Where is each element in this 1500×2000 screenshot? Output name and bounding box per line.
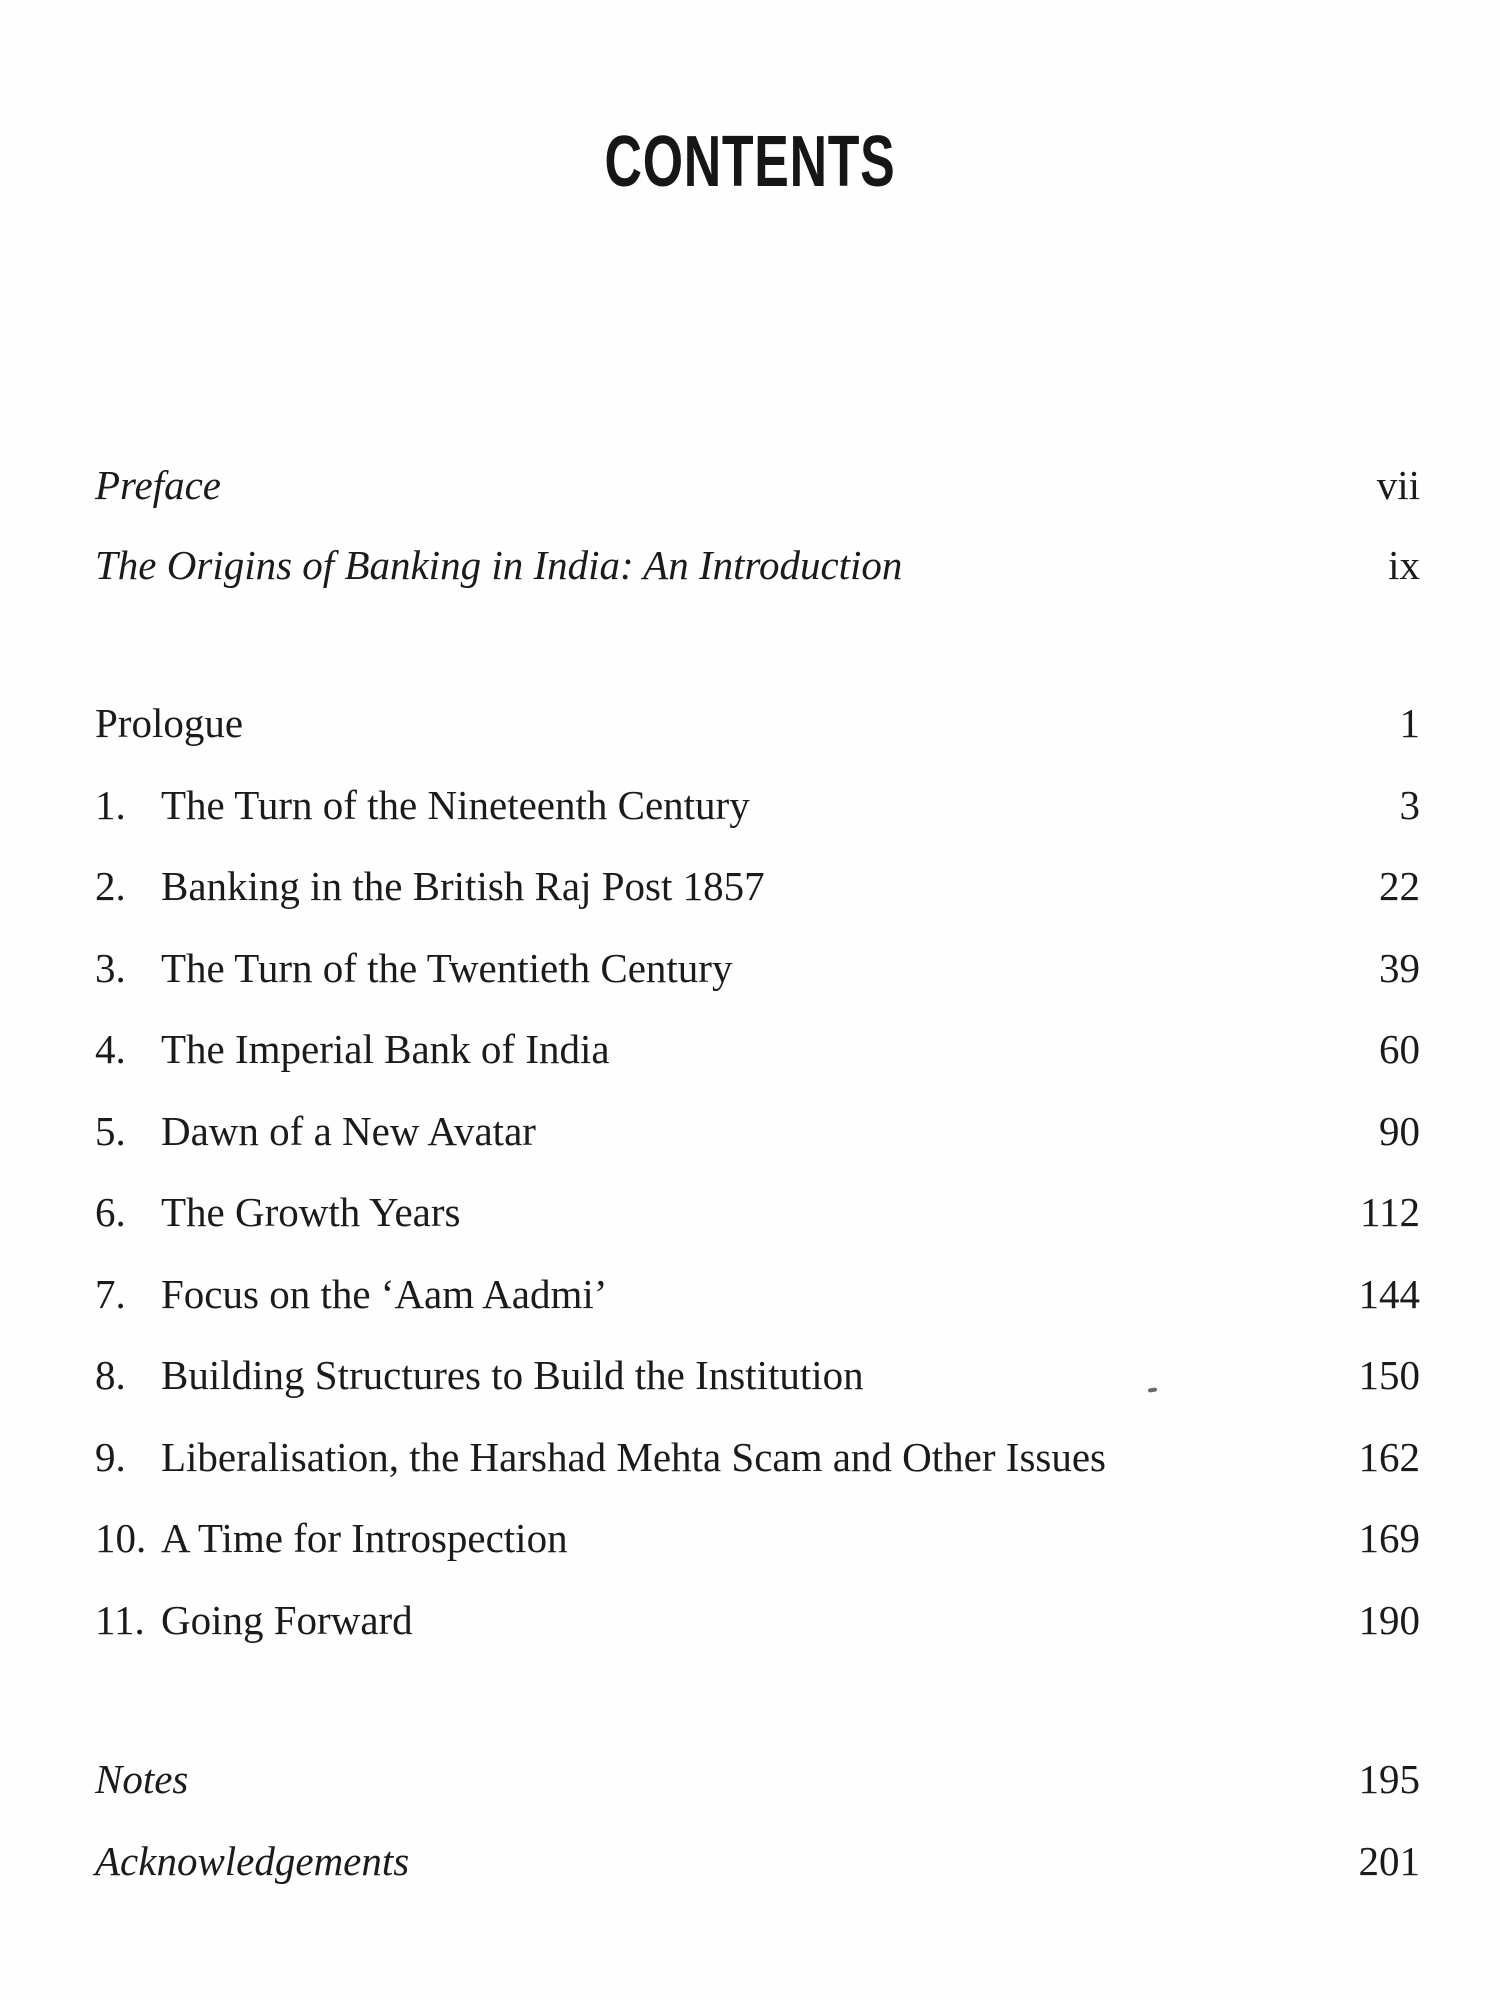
toc-entry-number: 11. xyxy=(95,1597,145,1643)
toc-entry-row xyxy=(95,698,1420,748)
toc-entry-number: 8. xyxy=(95,1352,126,1398)
toc-entry-number: 1. xyxy=(95,782,126,828)
toc-entry-row xyxy=(95,1432,1420,1482)
toc-entry-number: 3. xyxy=(95,945,126,991)
toc-entry-label: Dawn of a New Avatar xyxy=(161,1108,536,1154)
toc-entry-label: Acknowledgements xyxy=(95,1838,410,1884)
toc-entry-row xyxy=(95,861,1420,911)
toc-entry-number: 9. xyxy=(95,1434,126,1480)
toc-entry-label: The Turn of the Nineteenth Century xyxy=(161,782,750,828)
toc-back-matter-row xyxy=(95,1836,1420,1886)
toc-entry-number: 10. xyxy=(95,1515,147,1561)
toc-entry-row xyxy=(95,1024,1420,1074)
toc-entry-label: Preface xyxy=(95,462,221,508)
toc-entry-number: 2. xyxy=(95,863,126,909)
toc-entry-page: 60 xyxy=(1379,1026,1420,1072)
toc-entry-label: The Turn of the Twentieth Century xyxy=(161,945,733,991)
toc-entry-label: Banking in the British Raj Post 1857 xyxy=(161,863,765,909)
toc-entry-label: A Time for Introspection xyxy=(161,1515,568,1561)
toc-entry-page: vii xyxy=(1376,462,1420,508)
toc-entry-row xyxy=(95,1595,1420,1645)
toc-entry-row xyxy=(95,1350,1420,1400)
toc-entry-page: 150 xyxy=(1358,1352,1420,1398)
toc-entry-label: Liberalisation, the Harshad Mehta Scam and Other Issues xyxy=(161,1434,1107,1480)
toc-entry-number: 6. xyxy=(95,1189,126,1235)
toc-entry-page: 195 xyxy=(1358,1756,1420,1802)
page-title: CONTENTS xyxy=(604,122,896,202)
toc-entry-label: Focus on the ‘Aam Aadmi’ xyxy=(161,1271,608,1317)
toc-entry-row xyxy=(95,1187,1420,1237)
toc-entry-number: 7. xyxy=(95,1271,126,1317)
toc-front-matter-row xyxy=(95,540,1420,590)
toc-entry-page: 112 xyxy=(1360,1189,1420,1235)
toc-entry-page: 1 xyxy=(1399,700,1420,746)
toc-back-matter-row xyxy=(95,1754,1420,1804)
toc-entry-page: 201 xyxy=(1358,1838,1420,1884)
toc-entry-label: Going Forward xyxy=(161,1597,413,1643)
toc-entry-page: 144 xyxy=(1358,1271,1420,1317)
toc-entry-label: Prologue xyxy=(95,700,244,746)
toc-front-matter-row xyxy=(95,460,1420,510)
toc-entry-label: The Growth Years xyxy=(161,1189,461,1235)
toc-entry-page: 169 xyxy=(1358,1515,1420,1561)
toc-entry-page: 22 xyxy=(1379,863,1420,909)
toc-entry-page: 190 xyxy=(1358,1597,1420,1643)
toc-entry-row xyxy=(95,1269,1420,1319)
toc-entry-number: 5. xyxy=(95,1108,126,1154)
toc-entry-row xyxy=(95,780,1420,830)
toc-entry-label: The Origins of Banking in India: An Introduction xyxy=(95,542,903,588)
toc-entry-row xyxy=(95,1513,1420,1563)
toc-entry-page: 90 xyxy=(1379,1108,1420,1154)
toc-entry-page: 39 xyxy=(1379,945,1420,991)
toc-entry-number: 4. xyxy=(95,1026,126,1072)
toc-entry-row xyxy=(95,1106,1420,1156)
toc-entry-label: Building Structures to Build the Institution xyxy=(161,1352,864,1398)
toc-entry-page: 162 xyxy=(1358,1434,1420,1480)
toc-entry-page: ix xyxy=(1388,542,1420,588)
toc-entry-label: Notes xyxy=(95,1756,189,1802)
toc-entry-page: 3 xyxy=(1399,782,1420,828)
toc-entry-row xyxy=(95,943,1420,993)
toc-entry-label: The Imperial Bank of India xyxy=(161,1026,610,1072)
